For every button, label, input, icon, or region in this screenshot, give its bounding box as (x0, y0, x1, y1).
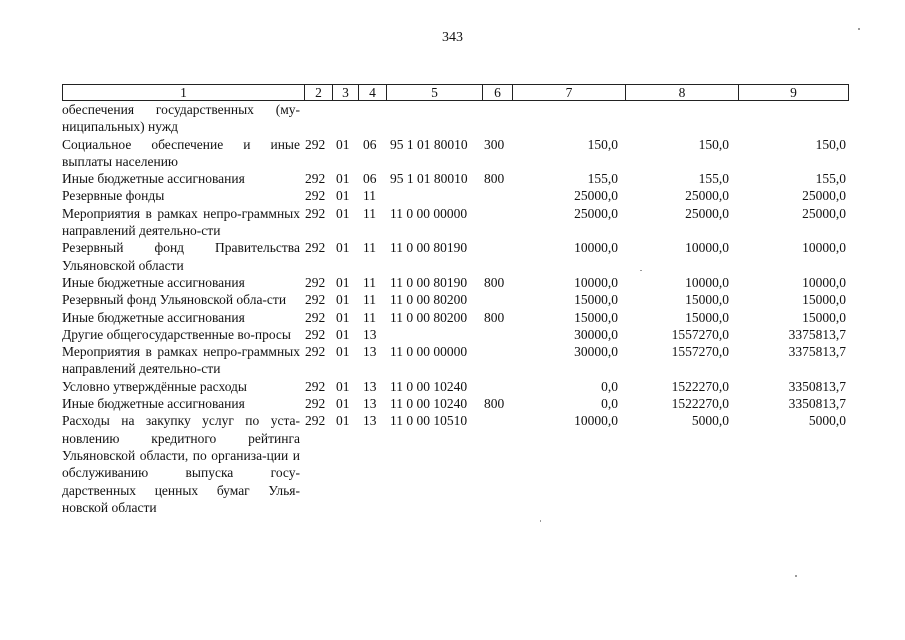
scan-artifact (858, 28, 860, 30)
row-target-article (386, 187, 482, 204)
row-target-article: 11 0 00 80200 (390, 309, 468, 325)
row-amount-col8: 1557270,0 (671, 344, 729, 360)
row-name: Резервные фонды (62, 188, 165, 204)
table-row (62, 343, 848, 378)
row-name: Иные бюджетные ассигнования (62, 396, 245, 412)
row-target-article: 11 0 00 10510 (390, 413, 468, 429)
row-subsection: 13 (363, 378, 377, 394)
row-subsection: 13 (363, 413, 377, 429)
row-subsection: 13 (363, 344, 377, 360)
row-ministry-code: 292 (305, 326, 326, 342)
row-name: Мероприятия в рамках непро-граммных направлений деятельно-сти (62, 205, 300, 239)
row-amount-col7: 15000,0 (574, 292, 618, 308)
row-ministry-code: 292 (305, 171, 326, 187)
row-amount-col8: 1557270,0 (671, 326, 729, 342)
column-header-9: 9 (739, 85, 849, 101)
row-ministry-code: 292 (305, 188, 326, 204)
row-ministry-code: 292 (305, 309, 326, 325)
row-subsection: 06 (363, 171, 377, 187)
row-expense-type: 300 (484, 136, 505, 152)
row-amount-col7: 25000,0 (574, 205, 618, 221)
row-ministry-code: 292 (305, 274, 326, 290)
row-name: Социальное обеспечение и иные выплаты населению (62, 136, 300, 169)
row-expense-type: 800 (484, 396, 505, 412)
row-amount-col8: 15000,0 (685, 309, 729, 325)
row-amount-col7: 155,0 (587, 171, 618, 187)
row-ministry-code: 292 (305, 240, 326, 256)
row-name: Иные бюджетные ассигнования (62, 309, 245, 325)
row-section: 01 (336, 309, 350, 325)
row-subsection: 11 (363, 274, 376, 290)
row-target-article: 11 0 00 10240 (390, 396, 468, 412)
row-section: 01 (336, 188, 350, 204)
row-amount-col9: 25000,0 (802, 205, 846, 221)
budget-table-body (62, 101, 848, 516)
row-ministry-code: 292 (305, 413, 326, 429)
row-section: 01 (336, 413, 350, 429)
row-amount-col9: 3350813,7 (788, 396, 846, 412)
row-target-article: 11 0 00 80190 (390, 274, 468, 290)
column-header-6: 6 (483, 85, 513, 101)
row-subsection: 13 (363, 326, 377, 342)
row-expense-type (482, 239, 512, 274)
row-subsection (358, 101, 386, 136)
scan-artifact (640, 270, 642, 271)
row-subsection: 11 (363, 292, 376, 308)
column-header-3: 3 (333, 85, 359, 101)
row-amount-col9: 3350813,7 (788, 378, 846, 394)
row-target-article: 95 1 01 80010 (390, 171, 468, 187)
scan-artifact (795, 575, 797, 577)
row-amount-col8: 5000,0 (691, 413, 729, 429)
column-header-2: 2 (305, 85, 333, 101)
row-amount-col9: 150,0 (815, 136, 846, 152)
row-amount-col7: 0,0 (601, 378, 618, 394)
row-amount-col9: 3375813,7 (788, 344, 846, 360)
table-row (62, 309, 848, 326)
row-amount-col7: 150,0 (587, 136, 618, 152)
column-header-5: 5 (387, 85, 483, 101)
row-ministry-code: 292 (305, 378, 326, 394)
row-amount-col9: 3375813,7 (788, 326, 846, 342)
row-amount-col7: 10000,0 (574, 413, 618, 429)
row-subsection: 11 (363, 188, 376, 204)
row-amount-col9: 5000,0 (808, 413, 846, 429)
row-target-article (386, 101, 482, 136)
row-amount-col8: 25000,0 (685, 205, 729, 221)
row-section: 01 (336, 326, 350, 342)
row-expense-type (482, 326, 512, 343)
row-expense-type (482, 291, 512, 308)
column-header-row (62, 84, 849, 101)
scan-artifact (540, 520, 541, 522)
column-header-8: 8 (626, 85, 739, 101)
row-amount-col7 (512, 101, 622, 136)
row-section (332, 101, 358, 136)
row-target-article (386, 326, 482, 343)
row-amount-col9: 10000,0 (802, 240, 846, 256)
row-amount-col9 (735, 101, 848, 136)
row-name: Иные бюджетные ассигнования (62, 171, 245, 187)
table-row (62, 274, 848, 291)
row-ministry-code (304, 101, 332, 136)
row-amount-col8: 150,0 (698, 136, 729, 152)
row-expense-type: 800 (484, 171, 505, 187)
row-target-article: 11 0 00 00000 (390, 205, 468, 221)
row-section: 01 (336, 136, 350, 152)
table-row (62, 395, 848, 412)
row-amount-col7: 10000,0 (574, 240, 618, 256)
row-section: 01 (336, 344, 350, 360)
row-amount-col8: 1522270,0 (671, 396, 729, 412)
row-amount-col8: 10000,0 (685, 240, 729, 256)
row-amount-col7: 10000,0 (574, 274, 618, 290)
table-row (62, 187, 848, 204)
row-amount-col8: 10000,0 (685, 274, 729, 290)
row-name: Мероприятия в рамках непро-граммных направлений деятельно-сти (62, 344, 300, 377)
row-subsection: 11 (363, 309, 376, 325)
table-row (62, 136, 848, 171)
row-expense-type (482, 101, 512, 136)
table-row (62, 205, 848, 240)
row-target-article: 11 0 00 80190 (390, 240, 468, 256)
row-amount-col8: 1522270,0 (671, 378, 729, 394)
row-section: 01 (336, 171, 350, 187)
row-name: Расходы на закупку услуг по уста-новлению кредитного рейтинга Ульяновской области, по организа-ции и обслуживанию выпуска госу-дарственных ценных бумаг Улья-новской области (62, 413, 300, 515)
column-header-7: 7 (513, 85, 626, 101)
row-ministry-code: 292 (305, 205, 326, 221)
row-subsection: 06 (363, 136, 377, 152)
row-ministry-code: 292 (305, 396, 326, 412)
row-subsection: 13 (363, 396, 377, 412)
row-subsection: 11 (363, 240, 376, 256)
table-row (62, 378, 848, 395)
row-section: 01 (336, 396, 350, 412)
row-amount-col9: 15000,0 (802, 309, 846, 325)
row-subsection: 11 (363, 205, 376, 221)
table-row (62, 326, 848, 343)
table-row (62, 101, 848, 136)
row-amount-col7: 30000,0 (574, 326, 618, 342)
row-target-article: 11 0 00 80200 (390, 292, 468, 308)
row-expense-type (482, 205, 512, 240)
row-amount-col7: 0,0 (601, 396, 618, 412)
row-target-article: 11 0 00 10240 (390, 378, 468, 394)
row-expense-type (482, 378, 512, 395)
row-amount-col9: 10000,0 (802, 274, 846, 290)
table-row (62, 291, 848, 308)
row-ministry-code: 292 (305, 136, 326, 152)
row-name: Иные бюджетные ассигнования (62, 274, 245, 290)
row-name: Условно утверждённые расходы (62, 378, 247, 394)
row-section: 01 (336, 205, 350, 221)
page-number: 343 (442, 30, 463, 45)
row-target-article: 95 1 01 80010 (390, 136, 468, 152)
row-section: 01 (336, 274, 350, 290)
row-expense-type (482, 187, 512, 204)
row-amount-col8: 155,0 (698, 171, 729, 187)
row-amount-col9: 15000,0 (802, 292, 846, 308)
row-amount-col7: 15000,0 (574, 309, 618, 325)
row-amount-col7: 30000,0 (574, 344, 618, 360)
row-amount-col8 (622, 101, 735, 136)
row-name: Резервный фонд Ульяновской обла-сти (62, 292, 287, 308)
table-row (62, 239, 848, 274)
table-row (62, 170, 848, 187)
table-row (62, 412, 848, 516)
row-section: 01 (336, 240, 350, 256)
row-amount-col9: 25000,0 (802, 188, 846, 204)
column-header-1: 1 (63, 85, 305, 101)
row-amount-col8: 15000,0 (685, 292, 729, 308)
row-expense-type (482, 343, 512, 378)
row-expense-type (482, 412, 512, 516)
row-name: обеспечения государственных (му-ниципальных) нужд (62, 102, 300, 135)
row-section: 01 (336, 292, 350, 308)
row-section: 01 (336, 378, 350, 394)
row-ministry-code: 292 (305, 344, 326, 360)
row-amount-col9: 155,0 (815, 171, 846, 187)
column-header-4: 4 (359, 85, 387, 101)
row-name: Резервный фонд Правительства Ульяновской области (62, 240, 300, 273)
row-amount-col8: 25000,0 (685, 188, 729, 204)
row-expense-type: 800 (484, 274, 505, 290)
row-ministry-code: 292 (305, 292, 326, 308)
row-name: Другие общегосударственные во-просы (62, 326, 291, 342)
row-target-article: 11 0 00 00000 (390, 344, 468, 360)
row-amount-col7: 25000,0 (574, 188, 618, 204)
row-expense-type: 800 (484, 309, 505, 325)
